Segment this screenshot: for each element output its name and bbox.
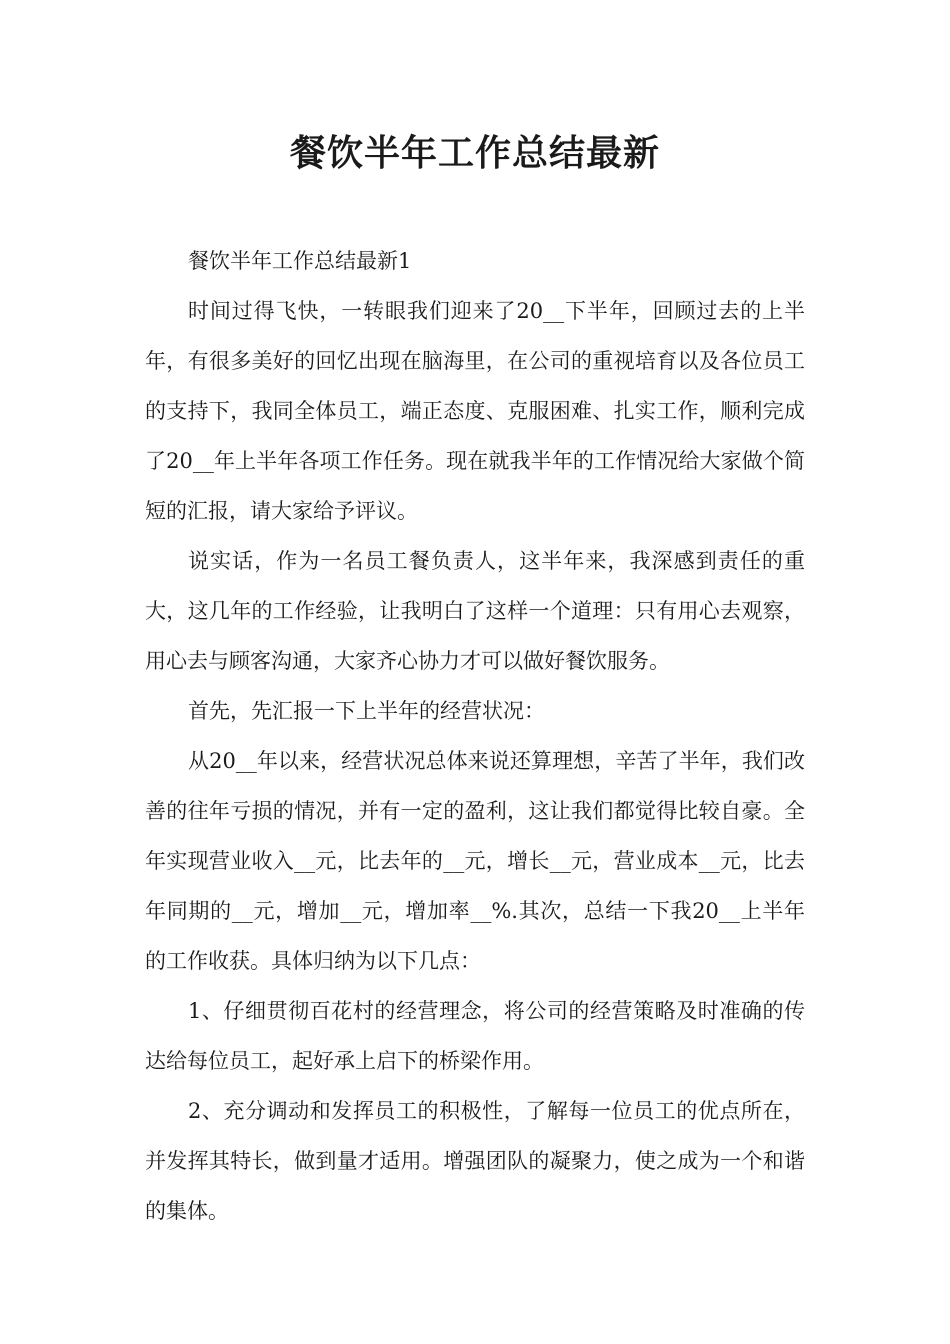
section-heading: 餐饮半年工作总结最新1 [188,249,412,273]
document-title: 餐饮半年工作总结最新 [289,133,660,174]
document-body [145,236,805,1236]
paragraph-point-2: 2、充分调动和发挥员工的积极性，了解每一位员工的优点所在，并发挥其特长，做到量才适用。增强团队的凝聚力，使之成为一个和谐的集体。 [145,1099,805,1223]
paragraph-responsibility: 说实话，作为一名员工餐负责人，这半年来，我深感到责任的重大，这几年的工作经验，让我明白了这样一个道理：只有用心去观察，用心去与顾客沟通，大家齐心协力才可以做好餐饮服务。 [145,549,805,673]
paragraph-operations-heading: 首先，先汇报一下上半年的经营状况： [188,699,545,723]
paragraph-point-1: 1、仔细贯彻百花村的经营理念，将公司的经营策略及时准确的传达给每位员工，起好承上启下的桥梁作用。 [145,999,805,1073]
paragraph-intro: 时间过得飞快，一转眼我们迎来了20__下半年，回顾过去的上半年，有很多美好的回忆出现在脑海里，在公司的重视培育以及各位员工的支持下，我同全体员工，端正态度、克服困难、扎实工作，顺利完成了20__年上半年各项工作任务。现在就我半年的工作情况给大家做个简短的汇报，请大家给予评议。 [145,299,805,523]
paragraph-operations-summary: 从20__年以来，经营状况总体来说还算理想，辛苦了半年，我们改善的往年亏损的情况，并有一定的盈利，这让我们都觉得比较自豪。全年实现营业收入__元，比去年的__元，增长__元，营业成本__元，比去年同期的__元，增加__元，增加率__%.其次，总结一下我20__上半年的工作收获。具体归纳为以下几点： [145,749,805,973]
